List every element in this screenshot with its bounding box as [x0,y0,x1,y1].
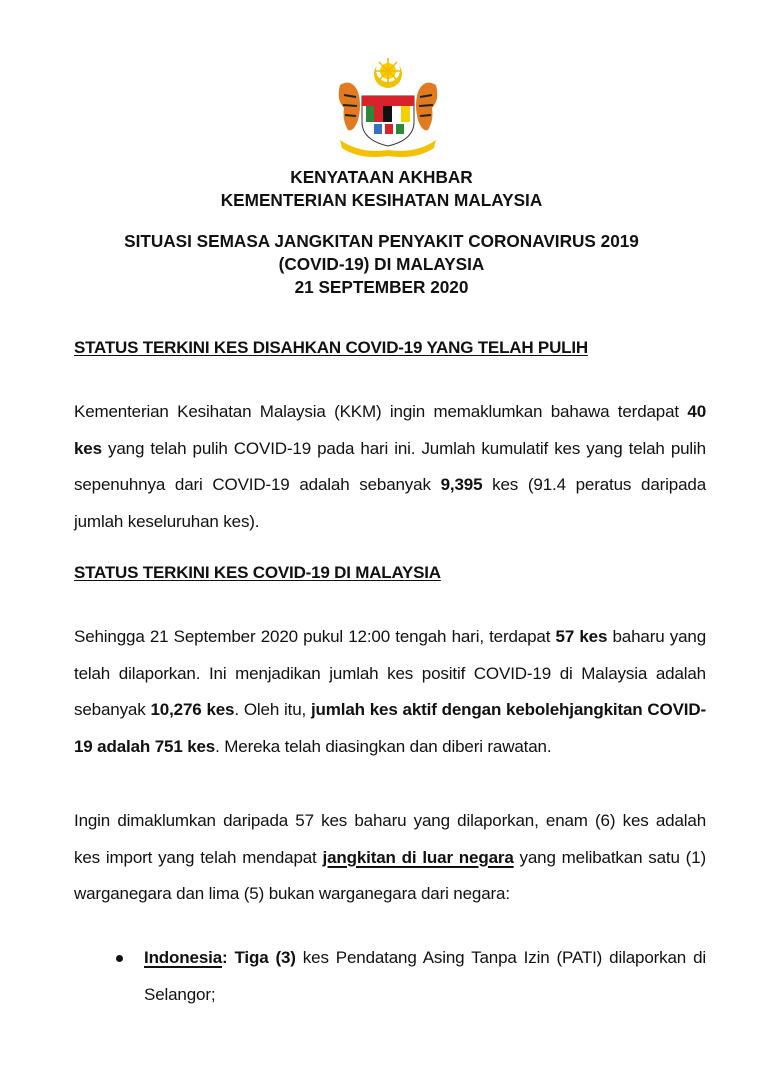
text: yang telah pulih COVID-19 pada hari ini. Jumlah kumulatif kes yang telah pulih sepenuhnya dari COVID-19 adalah sebanyak [74,438,706,494]
text: kes (91.4 peratus daripada jumlah keseluruhan kes). [74,475,706,531]
recovered-today-count: 40 kes [74,402,706,458]
text: Ingin dimaklumkan daripada 57 kes baharu yang dilaporkan, enam (6) kes adalah kes import yang telah mendapat [74,811,706,867]
press-release-header [0,166,763,212]
imported-infection-emphasis: jangkitan di luar negara [322,847,514,867]
case-count: Tiga (3) [227,948,296,967]
bullet-icon [116,955,123,962]
coat-of-arms-logo [330,50,446,158]
section-heading-recovered: STATUS TERKINI KES DISAHKAN COVID-19 YANG TELAH PULIH [74,338,588,357]
country-name: Indonesia [144,948,222,967]
imported-cases-paragraph [74,803,706,913]
press-release-label: KENYATAAN AKHBAR [290,167,473,187]
text: . Mereka telah diasingkan dan diberi rawatan. [215,736,552,756]
section-heading-status: STATUS TERKINI KES COVID-19 DI MALAYSIA [74,563,441,582]
recovered-paragraph [74,394,706,540]
bullet-text [144,940,706,1013]
text: . Oleh itu, [234,700,311,719]
title-line-1: SITUASI SEMASA JANGKITAN PENYAKIT CORONAVIRUS 2019 [124,231,639,251]
text: baharu yang telah dilaporkan. Ini menjadikan jumlah kes positif COVID-19 di Malaysia adalah sebanyak [74,627,706,719]
status-paragraph [74,619,706,765]
active-cases-statement: jumlah kes aktif dengan kebolehjangkitan COVID-19 adalah 751 kes [74,700,707,756]
text: : [222,948,228,967]
text: yang melibatkan satu (1) warganegara dan lima (5) bukan warganegara dari negara: [74,847,706,903]
new-cases-count: 57 kes [555,627,608,646]
document-title [0,230,763,299]
title-line-2: (COVID-19) DI MALAYSIA [278,254,485,274]
text: Sehingga 21 September 2020 pukul 12:00 tengah hari, terdapat [74,627,556,646]
total-cases-count: 10,276 kes [150,700,235,719]
text: kes Pendatang Asing Tanpa Izin (PATI) dilaporkan di Selangor; [144,948,706,1004]
ministry-name: KEMENTERIAN KESIHATAN MALAYSIA [220,190,543,210]
text: Kementerian Kesihatan Malaysia (KKM) ingin memaklumkan bahawa terdapat [74,402,688,421]
recovered-cumulative-count: 9,395 [440,475,483,494]
document-date: 21 SEPTEMBER 2020 [294,277,469,297]
